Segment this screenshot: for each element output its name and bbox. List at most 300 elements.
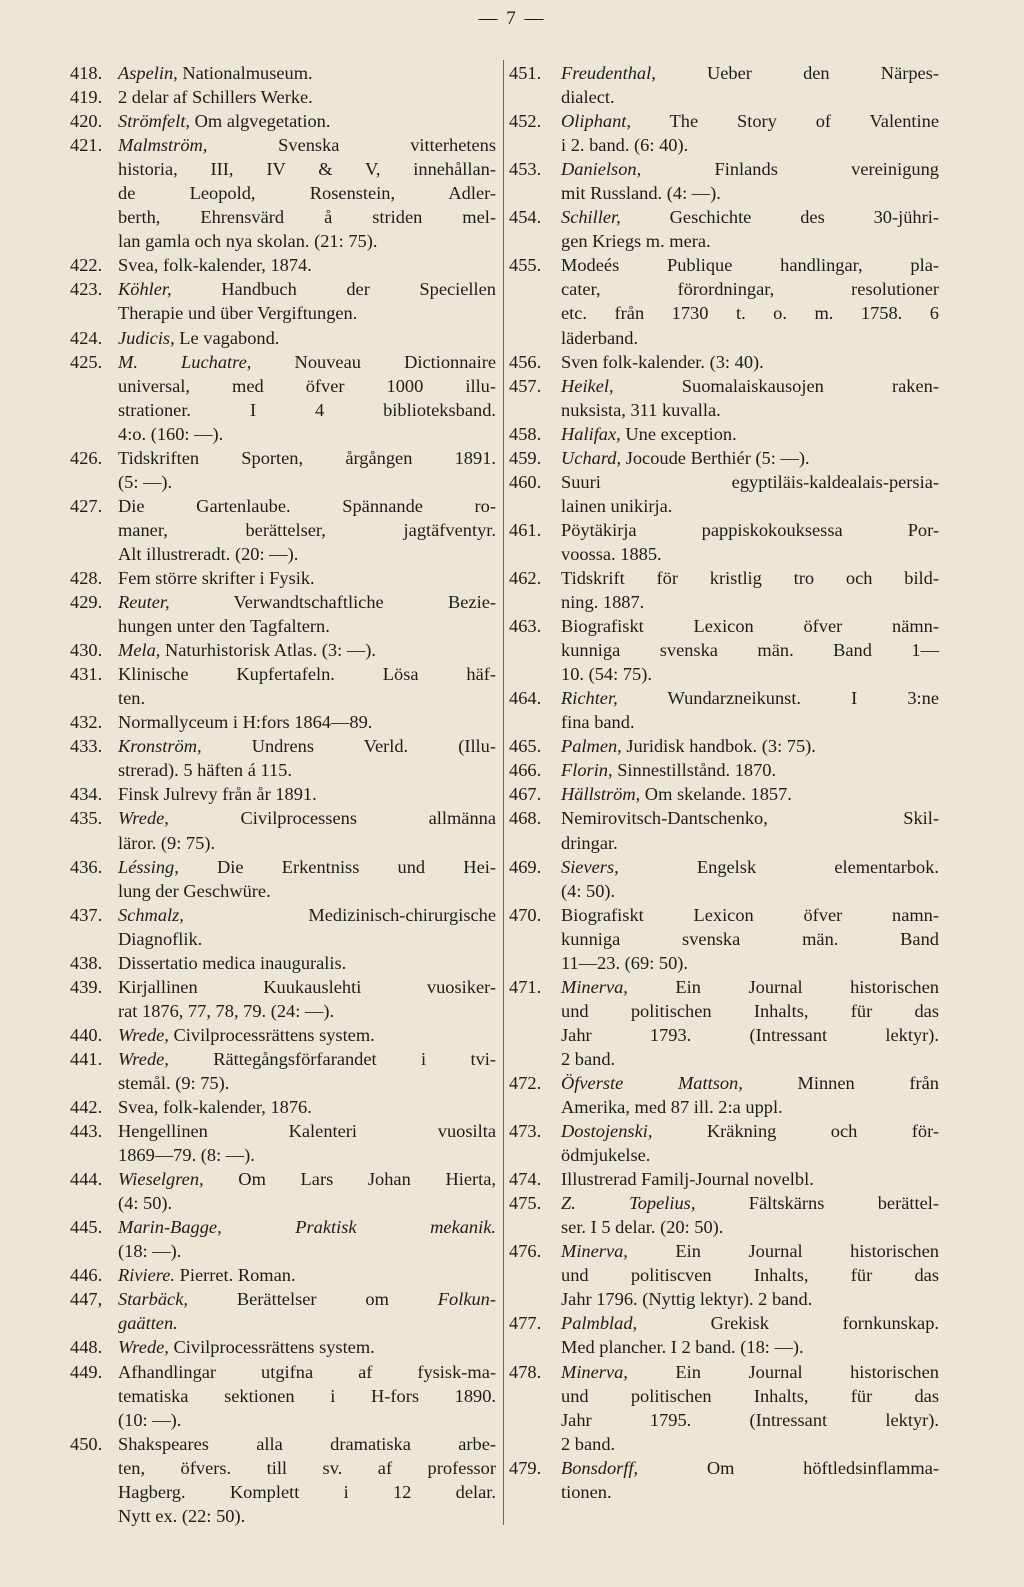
- entry-text: [561, 1360, 939, 1456]
- entry-line: stemål. (9: 75).: [118, 1072, 230, 1093]
- entry-line: läror. (9: 75).: [118, 832, 216, 853]
- entry-line: Schiller, Geschichte des 30-jühri-: [561, 207, 939, 228]
- entry-number: 439.: [70, 976, 103, 997]
- catalog-entry: [70, 1119, 496, 1167]
- catalog-entry: [70, 446, 496, 494]
- entry-text: [561, 205, 939, 253]
- entry-text: [118, 446, 496, 494]
- entry-number: 422.: [70, 255, 103, 276]
- entry-line: Wieselgren, Om Lars Johan Hierta,: [118, 1169, 496, 1190]
- catalog-entry: [509, 903, 939, 975]
- catalog-entry: [509, 1456, 939, 1504]
- entry-number: 446.: [70, 1265, 103, 1286]
- entry-text: [561, 422, 939, 446]
- entry-text: [561, 1239, 939, 1311]
- entry-line: Finsk Julrevy från år 1891.: [118, 784, 317, 805]
- entry-line: Florin, Sinnestillstånd. 1870.: [561, 760, 777, 781]
- catalog-entry: [70, 85, 496, 109]
- entry-line: Kirjallinen Kuukauslehti vuosiker-: [118, 976, 496, 997]
- entry-line: maner, berättelser, jagtäfventyr.: [118, 519, 496, 540]
- entry-line: Bonsdorff, Om höftledsinflamma-: [561, 1457, 939, 1478]
- catalog-entry: [70, 253, 496, 277]
- entry-line: Jahr 1796. (Nyttig lektyr). 2 band.: [561, 1289, 813, 1310]
- entry-number: 477.: [509, 1313, 542, 1334]
- entry-line: (5: —).: [118, 471, 173, 492]
- entry-line: Klinische Kupfertafeln. Lösa häf-: [118, 664, 496, 685]
- entry-text: [118, 253, 496, 277]
- entry-line: Z. Topelius, Fältskärns berättel-: [561, 1193, 939, 1214]
- entry-text: [561, 446, 939, 470]
- entry-number: 466.: [509, 760, 542, 781]
- entry-line: Therapie und über Vergiftungen.: [118, 303, 358, 324]
- entry-text: [561, 1456, 939, 1504]
- entry-number: 454.: [509, 207, 542, 228]
- entry-text: [118, 1432, 496, 1528]
- entry-line: (4: 50).: [561, 880, 616, 901]
- catalog-entry: [509, 350, 939, 374]
- entry-number: 441.: [70, 1048, 103, 1069]
- entry-text: [561, 758, 939, 782]
- entry-line: ten, öfvers. till sv. af professor: [118, 1457, 496, 1478]
- entry-number: 460.: [509, 471, 542, 492]
- entry-text: [561, 686, 939, 734]
- entry-number: 455.: [509, 255, 542, 276]
- catalog-entry: [509, 1311, 939, 1359]
- entry-number: 472.: [509, 1072, 542, 1093]
- entry-number: 418.: [70, 63, 103, 83]
- entry-text: [118, 109, 496, 133]
- entry-line: ser. I 5 delar. (20: 50).: [561, 1217, 724, 1238]
- entry-number: 459.: [509, 447, 542, 468]
- entry-text: [118, 494, 496, 566]
- entry-line: voossa. 1885.: [561, 543, 662, 564]
- entry-number: 474.: [509, 1169, 542, 1190]
- entry-line: Suuri egyptiläis-kaldealais-persia-: [561, 471, 939, 492]
- entry-text: [561, 470, 939, 518]
- entry-line: Illustrerad Familj-Journal novelbl.: [561, 1169, 814, 1190]
- catalog-entry: [509, 1239, 939, 1311]
- entry-number: 445.: [70, 1217, 103, 1238]
- entry-text: [561, 109, 939, 157]
- entry-line: 2 delar af Schillers Werke.: [118, 87, 313, 108]
- entry-text: [561, 1311, 939, 1359]
- entry-line: 10. (54: 75).: [561, 664, 652, 685]
- entry-line: historia, III, IV & V, innehållan-: [118, 159, 496, 180]
- entry-number: 433.: [70, 736, 103, 757]
- entry-number: 457.: [509, 375, 542, 396]
- entry-text: [118, 1215, 496, 1263]
- entry-line: Jahr 1793. (Intressant lektyr).: [561, 1024, 939, 1045]
- catalog-entry: [70, 494, 496, 566]
- catalog-entry: [70, 638, 496, 662]
- entry-text: [118, 326, 496, 350]
- entry-line: Jahr 1795. (Intressant lektyr).: [561, 1409, 939, 1430]
- entry-text: [561, 157, 939, 205]
- entry-text: [118, 1095, 496, 1119]
- entry-line: 11—23. (69: 50).: [561, 952, 689, 973]
- catalog-entry: [70, 1167, 496, 1215]
- entry-line: Öfverste Mattson, Minnen från: [561, 1072, 940, 1093]
- catalog-entry: [70, 1095, 496, 1119]
- entry-line: strationer. I 4 biblioteksband.: [118, 399, 496, 420]
- entry-line: M. Luchatre, Nouveau Dictionnaire: [118, 351, 496, 372]
- right-column: [509, 61, 939, 1504]
- entry-text: [118, 734, 496, 782]
- entry-number: 464.: [509, 688, 542, 709]
- catalog-entry: [509, 470, 939, 518]
- entry-line: und politischen Inhalts, für das: [561, 1000, 939, 1021]
- entry-line: Judicis, Le vagabond.: [118, 327, 280, 348]
- entry-text: [118, 133, 496, 253]
- catalog-entry: [70, 782, 496, 806]
- entry-line: Shakspeares alla dramatiska arbe-: [118, 1433, 496, 1454]
- entry-line: nuksista, 311 kuvalla.: [561, 399, 721, 420]
- entry-line: kunniga svenska män. Band 1—: [561, 640, 939, 661]
- entry-number: 475.: [509, 1193, 542, 1214]
- catalog-entry: [70, 1360, 496, 1432]
- entry-number: 423.: [70, 279, 103, 300]
- entry-number: 440.: [70, 1024, 103, 1045]
- entry-text: [118, 566, 496, 590]
- catalog-entry: [70, 1215, 496, 1263]
- entry-line: (18: —).: [118, 1241, 182, 1262]
- catalog-entry: [70, 975, 496, 1023]
- entry-text: [561, 782, 939, 806]
- page-number: — 7 —: [478, 8, 546, 29]
- catalog-entry: [509, 374, 939, 422]
- entry-text: [118, 951, 496, 975]
- entry-line: Biografiskt Lexicon öfver namn-: [561, 904, 939, 925]
- entry-line: Reuter, Verwandtschaftliche Bezie-: [118, 592, 496, 613]
- entry-text: [118, 1360, 496, 1432]
- entry-text: [561, 253, 939, 349]
- entry-text: [118, 85, 496, 109]
- entry-line: Halifax, Une exception.: [561, 423, 737, 444]
- entry-number: 469.: [509, 856, 542, 877]
- entry-line: lainen unikirja.: [561, 495, 673, 516]
- catalog-entry: [70, 734, 496, 782]
- entry-line: tematiska sektionen i H-fors 1890.: [118, 1385, 496, 1406]
- entry-text: [561, 903, 939, 975]
- entry-number: 450.: [70, 1433, 103, 1454]
- entry-number: 435.: [70, 808, 103, 829]
- catalog-entry: [509, 734, 939, 758]
- catalog-entry: [70, 566, 496, 590]
- entry-line: Wrede, Civilprocessens allmänna: [118, 808, 496, 829]
- catalog-entry: [509, 205, 939, 253]
- entry-line: Riviere. Pierret. Roman.: [118, 1265, 296, 1286]
- entry-text: [118, 61, 496, 85]
- entry-line: ödmjukelse.: [561, 1145, 651, 1166]
- catalog-entry: [70, 662, 496, 710]
- entry-number: 452.: [509, 111, 542, 132]
- entry-line: lung der Geschwüre.: [118, 880, 271, 901]
- entry-line: Svea, folk-kalender, 1874.: [118, 255, 312, 276]
- entry-line: Die Gartenlaube. Spännande ro-: [118, 495, 496, 516]
- entry-line: dialect.: [561, 87, 615, 108]
- entry-line: Malmström, Svenska vitterhetens: [118, 135, 496, 156]
- entry-number: 429.: [70, 592, 103, 613]
- entry-text: [561, 975, 939, 1071]
- entry-number: 421.: [70, 135, 103, 156]
- entry-line: Wrede, Civilprocessrättens system.: [118, 1337, 375, 1358]
- entry-line: läderband.: [561, 327, 639, 348]
- catalog-entry: [509, 61, 939, 109]
- entry-number: 436.: [70, 856, 103, 877]
- catalog-entry: [509, 253, 939, 349]
- entry-text: [561, 734, 939, 758]
- catalog-entry: [70, 350, 496, 446]
- entry-number: 428.: [70, 567, 103, 588]
- entry-text: [118, 1167, 496, 1215]
- entry-line: berth, Ehrensvärd å striden mel-: [118, 207, 496, 228]
- entry-number: 430.: [70, 640, 103, 661]
- entry-text: [561, 61, 939, 109]
- entry-text: [118, 350, 496, 446]
- entry-number: 451.: [509, 63, 542, 83]
- entry-number: 427.: [70, 495, 103, 516]
- catalog-entry: [509, 1167, 939, 1191]
- entry-line: cater, förordningar, resolutioner: [561, 279, 939, 300]
- entry-text: [561, 614, 939, 686]
- entry-line: Sven folk-kalender. (3: 40).: [561, 351, 764, 372]
- entry-number: 426.: [70, 447, 103, 468]
- entry-text: [561, 518, 939, 566]
- entry-number: 437.: [70, 904, 103, 925]
- catalog-entry: [509, 422, 939, 446]
- entry-line: Diagnoflik.: [118, 928, 203, 949]
- entry-line: lan gamla och nya skolan. (21: 75).: [118, 231, 378, 252]
- entry-text: [118, 903, 496, 951]
- entry-text: [118, 277, 496, 325]
- entry-text: [118, 1335, 496, 1359]
- entry-line: Dissertatio medica inauguralis.: [118, 952, 347, 973]
- catalog-entry: [70, 1287, 496, 1335]
- entry-number: 468.: [509, 808, 542, 829]
- entry-line: und politiscven Inhalts, für das: [561, 1265, 939, 1286]
- catalog-entry: [70, 903, 496, 951]
- entry-line: gaätten.: [118, 1313, 178, 1334]
- entry-line: etc. från 1730 t. o. m. 1758. 6: [561, 303, 939, 324]
- entry-number: 461.: [509, 519, 542, 540]
- catalog-entry: [509, 566, 939, 614]
- entry-line: Svea, folk-kalender, 1876.: [118, 1097, 312, 1118]
- catalog-entry: [509, 1119, 939, 1167]
- catalog-entry: [509, 446, 939, 470]
- entry-line: dringar.: [561, 832, 618, 853]
- catalog-entry: [509, 1071, 939, 1119]
- catalog-entry: [70, 109, 496, 133]
- entry-line: universal, med öfver 1000 illu-: [118, 375, 496, 396]
- catalog-entry: [509, 614, 939, 686]
- entry-line: Wrede, Civilprocessrättens system.: [118, 1024, 375, 1045]
- catalog-entry: [70, 710, 496, 734]
- entry-number: 432.: [70, 712, 103, 733]
- entry-number: 419.: [70, 87, 103, 108]
- catalog-entry: [509, 782, 939, 806]
- entry-line: tionen.: [561, 1481, 612, 1502]
- entry-line: 2 band.: [561, 1433, 616, 1454]
- entry-line: Normallyceum i H:fors 1864—89.: [118, 712, 373, 733]
- entry-text: [118, 806, 496, 854]
- entry-text: [118, 590, 496, 638]
- catalog-entry: [70, 855, 496, 903]
- entry-number: 463.: [509, 616, 542, 637]
- entry-text: [561, 374, 939, 422]
- entry-number: 448.: [70, 1337, 103, 1358]
- entry-number: 425.: [70, 351, 103, 372]
- entry-text: [561, 566, 939, 614]
- entry-number: 471.: [509, 976, 542, 997]
- entry-number: 444.: [70, 1169, 103, 1190]
- entry-line: Köhler, Handbuch der Speciellen: [118, 279, 496, 300]
- entry-line: Mela, Naturhistorisk Atlas. (3: —).: [118, 640, 376, 661]
- catalog-entry: [70, 1432, 496, 1528]
- entry-text: [561, 806, 939, 854]
- entry-line: mit Russland. (4: —).: [561, 183, 721, 204]
- catalog-entry: [509, 518, 939, 566]
- entry-line: Aspelin, Nationalmuseum.: [118, 63, 313, 83]
- left-column: [70, 61, 496, 1528]
- entry-number: 431.: [70, 664, 103, 685]
- entry-line: Modeés Publique handlingar, pla-: [561, 255, 939, 276]
- entry-text: [561, 855, 939, 903]
- entry-line: (4: 50).: [118, 1193, 173, 1214]
- entry-line: Léssing, Die Erkentniss und Hei-: [118, 856, 496, 877]
- entry-number: 449.: [70, 1361, 103, 1382]
- entry-line: Tidskrift för kristlig tro och bild-: [561, 567, 939, 588]
- entry-text: [118, 975, 496, 1023]
- entry-line: Strömfelt, Om algvegetation.: [118, 111, 331, 132]
- catalog-entry: [70, 1263, 496, 1287]
- entry-line: und politischen Inhalts, für das: [561, 1385, 939, 1406]
- entry-line: Palmen, Juridisk handbok. (3: 75).: [561, 736, 816, 757]
- entry-number: 434.: [70, 784, 103, 805]
- catalog-entry: [509, 806, 939, 854]
- entry-line: ten.: [118, 688, 146, 709]
- entry-line: Dostojenski, Kräkning och för-: [561, 1121, 939, 1142]
- catalog-entry: [70, 1335, 496, 1359]
- entry-text: [118, 1047, 496, 1095]
- entry-number: 442.: [70, 1097, 103, 1118]
- entry-line: Pöytäkirja pappiskokouksessa Por-: [561, 519, 939, 540]
- entry-line: Palmblad, Grekisk fornkunskap.: [561, 1313, 939, 1334]
- catalog-entry: [509, 686, 939, 734]
- catalog-entry: [509, 975, 939, 1071]
- entry-number: 456.: [509, 351, 542, 372]
- entry-line: Minerva, Ein Journal historischen: [561, 1361, 939, 1382]
- entry-line: Schmalz, Medizinisch-chirurgische: [118, 904, 496, 925]
- entry-line: Uchard, Jocoude Berthiér (5: —).: [561, 447, 810, 468]
- catalog-entry: [70, 61, 496, 85]
- entry-text: [118, 1023, 496, 1047]
- entry-line: Fem större skrifter i Fysik.: [118, 567, 315, 588]
- entry-number: 447,: [70, 1289, 103, 1310]
- catalog-entry: [70, 277, 496, 325]
- entry-line: Starbäck, Berättelser om Folkun-: [118, 1289, 496, 1310]
- entry-line: Med plancher. I 2 band. (18: —).: [561, 1337, 804, 1358]
- entry-line: Sievers, Engelsk elementarbok.: [561, 856, 939, 877]
- entry-line: 4:o. (160: —).: [118, 423, 224, 444]
- catalog-entry: [509, 109, 939, 157]
- entry-line: Danielson, Finlands vereinigung: [561, 159, 939, 180]
- entry-text: [561, 1071, 939, 1119]
- entry-line: Nytt ex. (22: 50).: [118, 1505, 246, 1526]
- entry-line: Richter, Wundarzneikunst. I 3:ne: [561, 688, 939, 709]
- entry-line: Amerika, med 87 ill. 2:a uppl.: [561, 1097, 783, 1118]
- entry-line: rat 1876, 77, 78, 79. (24: —).: [118, 1000, 335, 1021]
- entry-line: (10: —).: [118, 1409, 182, 1430]
- column-divider: [503, 60, 504, 1525]
- catalog-entry: [70, 1023, 496, 1047]
- entry-text: [561, 1191, 939, 1239]
- catalog-entry: [70, 806, 496, 854]
- catalog-entry: [509, 1191, 939, 1239]
- entry-line: i 2. band. (6: 40).: [561, 135, 689, 156]
- entry-line: 1869—79. (8: —).: [118, 1145, 255, 1166]
- entry-number: 467.: [509, 784, 542, 805]
- entry-line: Hagberg. Komplett i 12 delar.: [118, 1481, 496, 1502]
- catalog-entry: [509, 157, 939, 205]
- entry-number: 479.: [509, 1457, 542, 1478]
- entry-line: fina band.: [561, 712, 635, 733]
- entry-text: [118, 710, 496, 734]
- entry-line: gen Kriegs m. mera.: [561, 231, 711, 252]
- entry-text: [118, 662, 496, 710]
- entry-line: 2 band.: [561, 1048, 616, 1069]
- entry-line: Kronström, Undrens Verld. (Illu-: [118, 736, 496, 757]
- entry-number: 478.: [509, 1361, 542, 1382]
- entry-number: 465.: [509, 736, 542, 757]
- catalog-entry: [70, 326, 496, 350]
- catalog-entry: [509, 855, 939, 903]
- entry-line: Nemirovitsch-Dantschenko, Skil-: [561, 808, 939, 829]
- entry-line: Afhandlingar utgifna af fysisk-ma-: [118, 1361, 496, 1382]
- catalog-entry: [70, 951, 496, 975]
- entry-number: 476.: [509, 1241, 542, 1262]
- entry-number: 453.: [509, 159, 542, 180]
- catalog-entry: [70, 133, 496, 253]
- catalog-entry: [509, 758, 939, 782]
- entry-number: 462.: [509, 567, 542, 588]
- entry-text: [561, 1167, 939, 1191]
- entry-text: [118, 1119, 496, 1167]
- entry-line: Oliphant, The Story of Valentine: [561, 111, 939, 132]
- entry-number: 438.: [70, 952, 103, 973]
- entry-line: ning. 1887.: [561, 592, 645, 613]
- entry-line: Biografiskt Lexicon öfver nämn-: [561, 616, 939, 637]
- entry-line: Wrede, Rättegångsförfarandet i tvi-: [118, 1048, 496, 1069]
- entry-number: 424.: [70, 327, 103, 348]
- entry-text: [118, 1287, 496, 1335]
- entry-text: [118, 855, 496, 903]
- entry-line: Hengellinen Kalenteri vuosilta: [118, 1121, 496, 1142]
- entry-text: [118, 782, 496, 806]
- entry-number: 420.: [70, 111, 103, 132]
- entry-text: [561, 1119, 939, 1167]
- entry-number: 458.: [509, 423, 542, 444]
- catalog-entry: [509, 1360, 939, 1456]
- entry-text: [118, 638, 496, 662]
- entry-line: strerad). 5 häften á 115.: [118, 760, 292, 781]
- entry-number: 470.: [509, 904, 542, 925]
- entry-number: 473.: [509, 1121, 542, 1142]
- entry-line: Freudenthal, Ueber den Närpes-: [561, 63, 939, 83]
- entry-line: de Leopold, Rosenstein, Adler-: [118, 183, 496, 204]
- entry-line: Marin-Bagge, Praktisk mekanik.: [118, 1217, 496, 1238]
- entry-line: Tidskriften Sporten, årgången 1891.: [118, 447, 496, 468]
- entry-line: Heikel, Suomalaiskausojen raken-: [561, 375, 939, 396]
